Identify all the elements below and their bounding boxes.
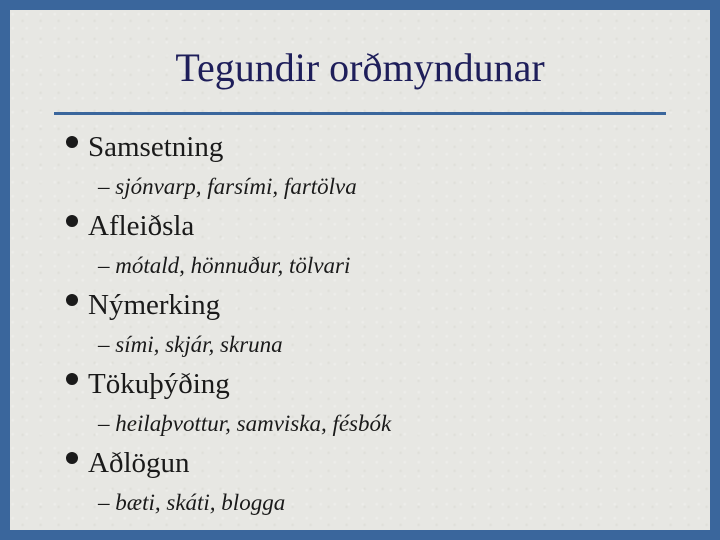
bullet-icon (66, 373, 78, 385)
bullet-icon (66, 294, 78, 306)
item-examples: – sími, skjár, skruna (98, 332, 283, 357)
item-label: Samsetning (88, 131, 224, 163)
item-label: Afleiðsla (88, 210, 195, 242)
item-label: Aðlögun (88, 447, 190, 479)
bullet-icon (66, 452, 78, 464)
item-label: Nýmerking (88, 289, 221, 321)
item-examples: – bæti, skáti, blogga (98, 490, 286, 515)
slide-title: Tegundir orðmyndunar (175, 45, 545, 90)
item-examples: – mótald, hönnuður, tölvari (98, 253, 351, 278)
item-label: Tökuþýðing (88, 368, 230, 400)
title-divider (54, 112, 666, 115)
item-examples: – heilaþvottur, samviska, fésbók (98, 411, 392, 436)
item-examples: – sjónvarp, farsími, fartölva (98, 174, 357, 199)
bullet-icon (66, 136, 78, 148)
bullet-icon (66, 215, 78, 227)
